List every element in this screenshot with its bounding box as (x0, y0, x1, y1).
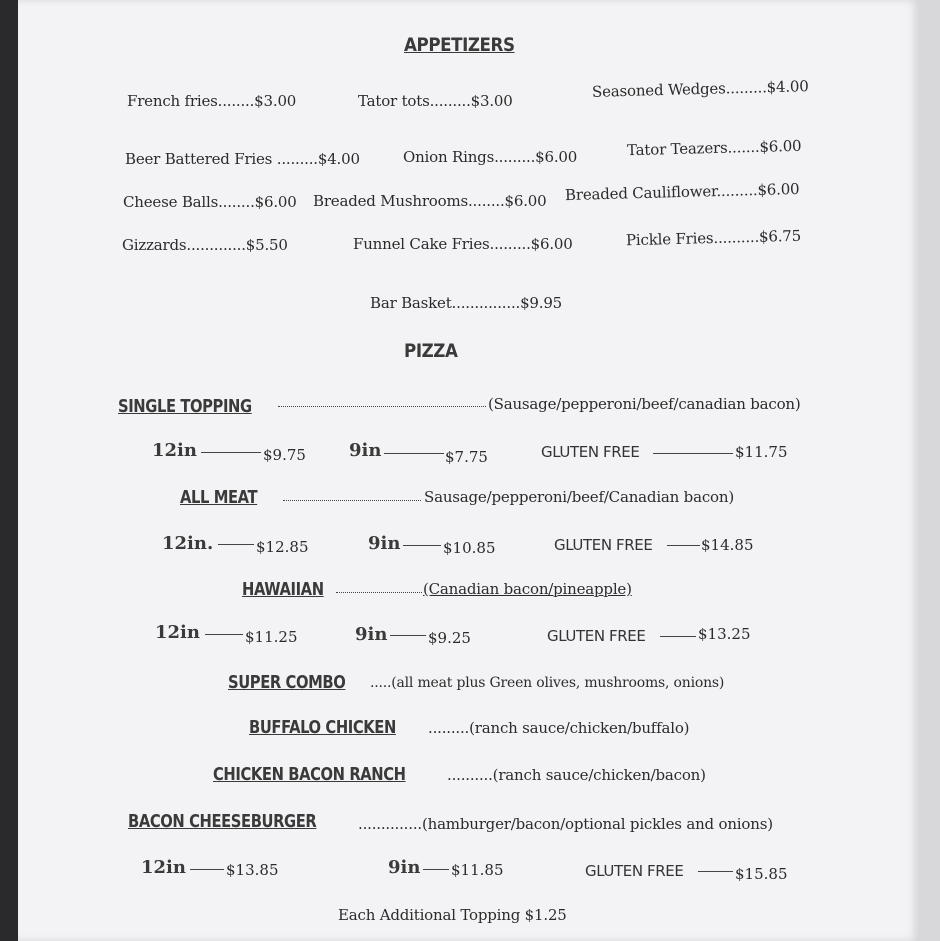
leader-line (667, 545, 700, 546)
item-french-fries: French fries........$3.00 (127, 92, 297, 110)
single-topping-title: SINGLE TOPPING (118, 396, 252, 417)
buffalo-chicken-title: BUFFALO CHICKEN (249, 717, 396, 738)
item-breaded-cauliflower: Breaded Cauliflower.........$6.00 (564, 179, 800, 205)
single-topping-desc: (Sausage/pepperoni/beef/canadian bacon) (488, 395, 801, 413)
super-combo-desc: .....(all meat plus Green olives, mushrooms, onions) (370, 675, 725, 691)
item-onion-rings: Onion Rings.........$6.00 (403, 148, 578, 166)
chicken-bacon-ranch-title: CHICKEN BACON RANCH (213, 764, 406, 785)
leader-line (384, 453, 444, 454)
item-breaded-mushrooms: Breaded Mushrooms........$6.00 (313, 192, 547, 210)
item-tator-tots: Tator tots.........$3.00 (358, 92, 513, 110)
price-gluten-free: $13.25 (698, 625, 751, 643)
size-9in: 9in (355, 624, 388, 645)
price-9in: $10.85 (443, 539, 496, 557)
item-gizzards: Gizzards.............$5.50 (122, 236, 288, 254)
price-gluten-free: $15.85 (735, 865, 788, 883)
price-gluten-free: $14.85 (701, 536, 754, 554)
gluten-free-label: GLUTEN FREE (585, 862, 684, 880)
item-pickle-fries: Pickle Fries..........$6.75 (625, 226, 802, 250)
leader-line (218, 544, 254, 545)
size-9in: 9in (349, 440, 382, 461)
all-meat-title: ALL MEAT (180, 487, 258, 508)
leader-line (190, 869, 224, 870)
super-combo-title: SUPER COMBO (228, 672, 346, 693)
price-12in: $11.25 (245, 628, 298, 646)
leader-dots (283, 500, 421, 501)
size-12in: 12in (155, 622, 200, 643)
size-9in: 9in (388, 857, 421, 878)
leader-line (653, 453, 733, 454)
price-12in: $13.85 (226, 861, 279, 879)
item-tator-teazers: Tator Teazers.......$6.00 (626, 136, 802, 160)
leader-line (201, 452, 261, 453)
leader-line (205, 634, 243, 635)
gluten-free-label: GLUTEN FREE (554, 536, 653, 554)
leader-dots (278, 406, 486, 407)
item-seasoned-wedges: Seasoned Wedges.........$4.00 (591, 77, 809, 101)
size-12in: 12in (152, 440, 197, 461)
leader-line (423, 869, 449, 870)
appetizers-heading: APPETIZERS (404, 34, 515, 56)
item-cheese-balls: Cheese Balls........$6.00 (123, 193, 297, 211)
leader-line (403, 545, 441, 546)
item-funnel-cake-fries: Funnel Cake Fries.........$6.00 (353, 235, 573, 253)
hawaiian-title: HAWAIIAN (242, 579, 324, 600)
additional-topping-note: Each Additional Topping $1.25 (338, 906, 567, 924)
price-12in: $12.85 (256, 538, 309, 556)
pizza-heading: PIZZA (404, 340, 458, 362)
bacon-cheeseburger-desc: ..............(hamburger/bacon/optional pickles and onions) (358, 815, 773, 833)
item-bar-basket: Bar Basket...............$9.95 (370, 294, 563, 312)
leader-dots (336, 592, 422, 593)
size-12in: 12in (141, 857, 186, 878)
hawaiian-desc: (Canadian bacon/pineapple) (423, 580, 632, 598)
price-9in: $9.25 (428, 629, 471, 647)
size-12in: 12in. (162, 533, 214, 554)
gluten-free-label: GLUTEN FREE (541, 443, 640, 461)
gluten-free-label: GLUTEN FREE (547, 627, 646, 645)
buffalo-chicken-desc: .........(ranch sauce/chicken/buffalo) (428, 719, 690, 737)
leader-line (390, 635, 426, 636)
size-9in: 9in (368, 533, 401, 554)
price-12in: $9.75 (263, 446, 306, 464)
price-gluten-free: $11.75 (735, 443, 788, 461)
all-meat-desc: Sausage/pepperoni/beef/Canadian bacon) (424, 488, 734, 506)
leader-line (698, 871, 733, 872)
item-beer-battered-fries: Beer Battered Fries .........$4.00 (125, 150, 360, 168)
price-9in: $11.85 (451, 861, 504, 879)
bacon-cheeseburger-title: BACON CHEESEBURGER (128, 811, 317, 832)
leader-line (660, 636, 696, 637)
page-edge (920, 0, 940, 941)
chicken-bacon-ranch-desc: ..........(ranch sauce/chicken/bacon) (447, 766, 706, 784)
price-9in: $7.75 (445, 448, 488, 466)
